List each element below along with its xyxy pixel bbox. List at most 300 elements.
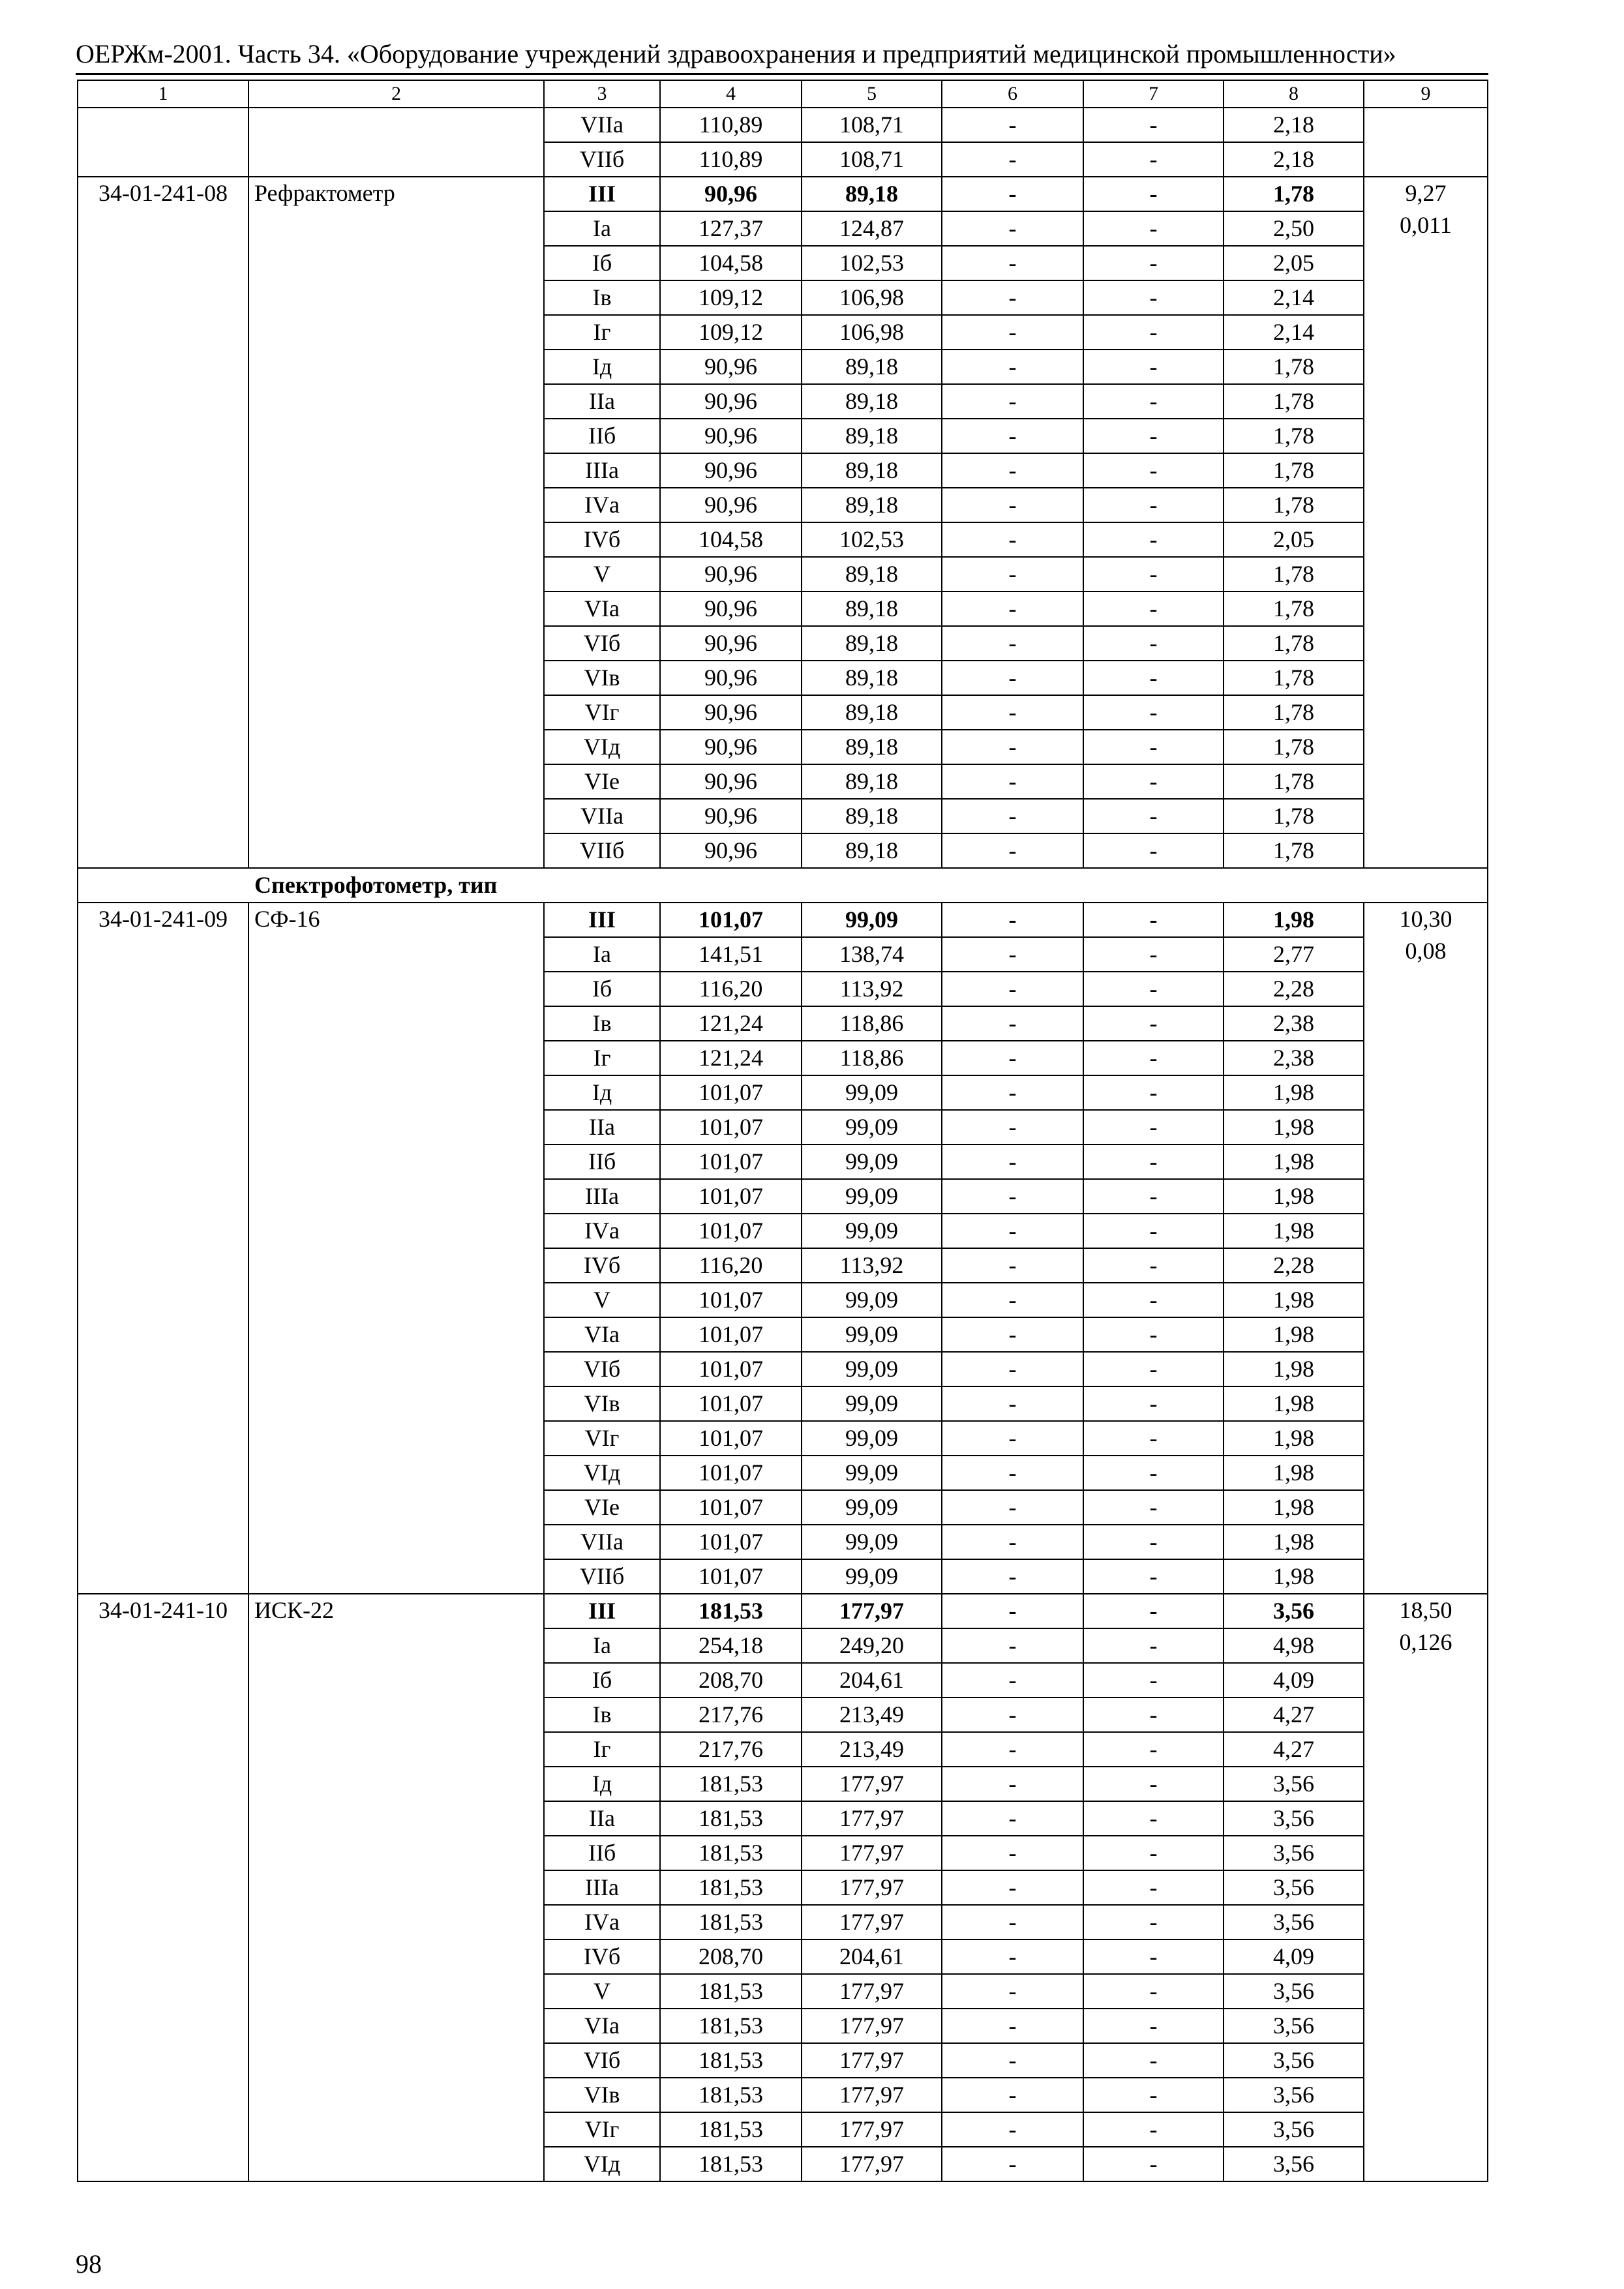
- col9-value: 9,27: [1405, 180, 1447, 206]
- value-cell-col5: 118,86: [802, 1041, 942, 1075]
- value-cell-col4: 116,20: [660, 1248, 802, 1283]
- value-cell-col8: 2,14: [1224, 280, 1364, 315]
- value-cell-col5: 89,18: [802, 177, 942, 211]
- value-cell-col8: 3,56: [1224, 1836, 1364, 1870]
- value-cell-col6: -: [942, 488, 1083, 522]
- value-cell-col4: 101,07: [660, 1317, 802, 1352]
- value-cell-col7: -: [1083, 1594, 1224, 1628]
- value-cell-col4: 104,58: [660, 246, 802, 280]
- value-cell-col5: 99,09: [802, 1179, 942, 1214]
- value-cell-col5: 99,09: [802, 1144, 942, 1179]
- item-name-cell: [248, 108, 544, 177]
- value-cell-col6: -: [942, 1732, 1083, 1767]
- value-cell-col4: 181,53: [660, 2147, 802, 2181]
- value-cell-col5: 89,18: [802, 695, 942, 730]
- value-cell-col5: 99,09: [802, 1110, 942, 1144]
- value-cell-col6: -: [942, 211, 1083, 246]
- value-cell-col6: -: [942, 1525, 1083, 1559]
- value-cell-col4: 181,53: [660, 1905, 802, 1939]
- value-cell-col6: -: [942, 1214, 1083, 1248]
- value-cell-col8: 4,27: [1224, 1732, 1364, 1767]
- value-cell-col5: 89,18: [802, 730, 942, 764]
- value-cell-col3: VIб: [544, 626, 660, 661]
- value-cell-col8: 1,78: [1224, 488, 1364, 522]
- value-cell-col5: 118,86: [802, 1006, 942, 1041]
- value-cell-col5: 89,18: [802, 557, 942, 591]
- value-cell-col3: VIIб: [544, 1559, 660, 1594]
- value-cell-col8: 1,78: [1224, 591, 1364, 626]
- value-cell-col4: 121,24: [660, 1041, 802, 1075]
- value-cell-col3: VIд: [544, 1456, 660, 1490]
- value-cell-col5: 89,18: [802, 833, 942, 868]
- value-cell-col7: -: [1083, 488, 1224, 522]
- value-cell-col7: -: [1083, 1559, 1224, 1594]
- value-cell-col7: -: [1083, 1525, 1224, 1559]
- value-cell-col5: 177,97: [802, 1594, 942, 1628]
- value-cell-col5: 99,09: [802, 1386, 942, 1421]
- value-cell-col7: -: [1083, 1767, 1224, 1801]
- value-cell-col6: -: [942, 522, 1083, 557]
- value-cell-col8: 1,78: [1224, 764, 1364, 799]
- value-cell-col6: -: [942, 1767, 1083, 1801]
- value-cell-col6: -: [942, 2009, 1083, 2043]
- value-cell-col3: Iг: [544, 1041, 660, 1075]
- value-cell-col5: 89,18: [802, 453, 942, 488]
- value-cell-col3: VIб: [544, 2043, 660, 2078]
- value-cell-col5: 177,97: [802, 1974, 942, 2009]
- item-code-cell: 34-01-241-10: [78, 1594, 248, 2181]
- value-cell-col7: -: [1083, 1110, 1224, 1144]
- item-code-cell: [78, 108, 248, 177]
- value-cell-col8: 1,78: [1224, 626, 1364, 661]
- value-cell-col4: 90,96: [660, 833, 802, 868]
- column-number-cell: 8: [1224, 80, 1364, 108]
- value-cell-col4: 121,24: [660, 1006, 802, 1041]
- value-cell-col4: 90,96: [660, 730, 802, 764]
- value-cell-col6: -: [942, 1041, 1083, 1075]
- value-cell-col3: VIв: [544, 1386, 660, 1421]
- column-number-cell: 3: [544, 80, 660, 108]
- value-cell-col6: -: [942, 972, 1083, 1006]
- value-cell-col5: 204,61: [802, 1663, 942, 1698]
- value-cell-col4: 181,53: [660, 1801, 802, 1836]
- value-cell-col7: -: [1083, 2112, 1224, 2147]
- value-cell-col4: 90,96: [660, 488, 802, 522]
- value-cell-col6: -: [942, 384, 1083, 419]
- column-number-cell: 7: [1083, 80, 1224, 108]
- value-cell-col7: -: [1083, 108, 1224, 142]
- table-row: [78, 903, 1488, 937]
- value-cell-col3: VIв: [544, 2078, 660, 2112]
- value-cell-col6: -: [942, 1628, 1083, 1663]
- value-cell-col5: 99,09: [802, 1559, 942, 1594]
- value-cell-col8: 1,98: [1224, 1214, 1364, 1248]
- value-cell-col4: 116,20: [660, 972, 802, 1006]
- value-cell-col7: -: [1083, 384, 1224, 419]
- value-cell-col3: IVб: [544, 1939, 660, 1974]
- value-cell-col8: 2,38: [1224, 1006, 1364, 1041]
- value-cell-col7: -: [1083, 2043, 1224, 2078]
- value-cell-col6: -: [942, 1352, 1083, 1386]
- value-cell-col4: 104,58: [660, 522, 802, 557]
- value-cell-col3: Iа: [544, 211, 660, 246]
- value-cell-col4: 208,70: [660, 1663, 802, 1698]
- value-cell-col8: 3,56: [1224, 1594, 1364, 1628]
- column-number-cell: 5: [802, 80, 942, 108]
- value-cell-col4: 101,07: [660, 1525, 802, 1559]
- value-cell-col5: 99,09: [802, 1283, 942, 1317]
- value-cell-col3: Iа: [544, 937, 660, 972]
- section-row: [78, 868, 1488, 903]
- value-cell-col7: -: [1083, 1905, 1224, 1939]
- value-cell-col7: -: [1083, 1836, 1224, 1870]
- value-cell-col4: 101,07: [660, 1421, 802, 1456]
- value-cell-col4: 101,07: [660, 1179, 802, 1214]
- value-cell-col4: 90,96: [660, 626, 802, 661]
- value-cell-col7: -: [1083, 1628, 1224, 1663]
- item-name-cell: СФ-16: [248, 903, 544, 1594]
- value-cell-col7: -: [1083, 1283, 1224, 1317]
- value-cell-col3: Iд: [544, 1075, 660, 1110]
- value-cell-col8: 1,98: [1224, 1110, 1364, 1144]
- value-cell-col4: 254,18: [660, 1628, 802, 1663]
- value-cell-col7: -: [1083, 350, 1224, 384]
- value-cell-col4: 181,53: [660, 2112, 802, 2147]
- table-row: [78, 1594, 1488, 1628]
- value-cell-col6: -: [942, 177, 1083, 211]
- value-cell-col3: Iд: [544, 1767, 660, 1801]
- value-cell-col3: VIа: [544, 591, 660, 626]
- value-cell-col6: -: [942, 661, 1083, 695]
- value-cell-col7: -: [1083, 2009, 1224, 2043]
- value-cell-col4: 101,07: [660, 1456, 802, 1490]
- item-code-cell: 34-01-241-09: [78, 903, 248, 1594]
- value-cell-col6: -: [942, 1110, 1083, 1144]
- value-cell-col8: 2,50: [1224, 211, 1364, 246]
- value-cell-col6: -: [942, 937, 1083, 972]
- value-cell-col8: 2,14: [1224, 315, 1364, 350]
- value-cell-col3: VIIа: [544, 108, 660, 142]
- value-cell-col7: -: [1083, 1386, 1224, 1421]
- value-cell-col4: 110,89: [660, 142, 802, 177]
- value-cell-col4: 181,53: [660, 1974, 802, 2009]
- value-cell-col3: VIIа: [544, 1525, 660, 1559]
- value-cell-col4: 217,76: [660, 1732, 802, 1767]
- value-cell-col6: -: [942, 1698, 1083, 1732]
- value-cell-col7: -: [1083, 1075, 1224, 1110]
- value-cell-col8: 2,18: [1224, 108, 1364, 142]
- value-cell-col7: -: [1083, 1144, 1224, 1179]
- value-cell-col8: 3,56: [1224, 2078, 1364, 2112]
- value-cell-col5: 99,09: [802, 1421, 942, 1456]
- value-cell-col3: IIа: [544, 1110, 660, 1144]
- value-cell-col3: V: [544, 1974, 660, 2009]
- table-body: [78, 80, 1488, 2181]
- value-cell-col6: -: [942, 2078, 1083, 2112]
- value-cell-col8: 1,78: [1224, 419, 1364, 453]
- value-cell-col4: 90,96: [660, 177, 802, 211]
- value-cell-col4: 101,07: [660, 1283, 802, 1317]
- value-cell-col6: -: [942, 1905, 1083, 1939]
- section-heading: Спектрофотометр, тип: [254, 872, 498, 898]
- value-cell-col4: 101,07: [660, 1214, 802, 1248]
- value-cell-col3: III: [544, 177, 660, 211]
- value-cell-col5: 213,49: [802, 1698, 942, 1732]
- value-cell-col8: 1,98: [1224, 1386, 1364, 1421]
- col9-cell: [1364, 1594, 1488, 2181]
- value-cell-col7: -: [1083, 1006, 1224, 1041]
- value-cell-col7: -: [1083, 2078, 1224, 2112]
- value-cell-col6: -: [942, 1386, 1083, 1421]
- value-cell-col3: IIб: [544, 1144, 660, 1179]
- value-cell-col5: 113,92: [802, 972, 942, 1006]
- value-cell-col6: -: [942, 246, 1083, 280]
- value-cell-col7: -: [1083, 1663, 1224, 1698]
- value-cell-col8: 4,09: [1224, 1939, 1364, 1974]
- value-cell-col4: 110,89: [660, 108, 802, 142]
- value-cell-col4: 90,96: [660, 557, 802, 591]
- value-cell-col6: -: [942, 1144, 1083, 1179]
- page-number: 98: [76, 2249, 102, 2279]
- value-cell-col7: -: [1083, 591, 1224, 626]
- value-cell-col3: Iв: [544, 280, 660, 315]
- item-code-cell: 34-01-241-08: [78, 177, 248, 868]
- value-cell-col7: -: [1083, 142, 1224, 177]
- value-cell-col3: IIа: [544, 1801, 660, 1836]
- value-cell-col3: IIб: [544, 419, 660, 453]
- value-cell-col5: 89,18: [802, 591, 942, 626]
- value-cell-col3: Iб: [544, 246, 660, 280]
- value-cell-col6: -: [942, 1283, 1083, 1317]
- value-cell-col3: IIб: [544, 1836, 660, 1870]
- value-cell-col8: 4,27: [1224, 1698, 1364, 1732]
- value-cell-col7: -: [1083, 177, 1224, 211]
- value-cell-col6: -: [942, 1870, 1083, 1905]
- value-cell-col5: 99,09: [802, 1525, 942, 1559]
- value-cell-col3: VIд: [544, 730, 660, 764]
- value-cell-col6: -: [942, 1974, 1083, 2009]
- value-cell-col5: 113,92: [802, 1248, 942, 1283]
- value-cell-col7: -: [1083, 1974, 1224, 2009]
- value-cell-col7: -: [1083, 1214, 1224, 1248]
- value-cell-col4: 90,96: [660, 764, 802, 799]
- value-cell-col4: 181,53: [660, 1870, 802, 1905]
- value-cell-col4: 181,53: [660, 2078, 802, 2112]
- value-cell-col3: Iб: [544, 972, 660, 1006]
- item-name-cell: Рефрактометр: [248, 177, 544, 868]
- column-number-cell: 4: [660, 80, 802, 108]
- value-cell-col7: -: [1083, 1248, 1224, 1283]
- value-cell-col3: VIг: [544, 2112, 660, 2147]
- value-cell-col7: -: [1083, 1939, 1224, 1974]
- value-cell-col4: 141,51: [660, 937, 802, 972]
- value-cell-col6: -: [942, 1663, 1083, 1698]
- column-number-cell: 2: [248, 80, 544, 108]
- value-cell-col7: -: [1083, 937, 1224, 972]
- value-cell-col7: -: [1083, 280, 1224, 315]
- value-cell-col8: 2,05: [1224, 246, 1364, 280]
- value-cell-col8: 4,98: [1224, 1628, 1364, 1663]
- col9-cell: [1364, 108, 1488, 177]
- value-cell-col3: IVб: [544, 1248, 660, 1283]
- value-cell-col6: -: [942, 903, 1083, 937]
- value-cell-col6: -: [942, 1421, 1083, 1456]
- value-cell-col5: 177,97: [802, 2112, 942, 2147]
- value-cell-col8: 3,56: [1224, 2112, 1364, 2147]
- value-cell-col5: 99,09: [802, 1317, 942, 1352]
- value-cell-col7: -: [1083, 972, 1224, 1006]
- value-cell-col5: 177,97: [802, 1836, 942, 1870]
- value-cell-col6: -: [942, 730, 1083, 764]
- value-cell-col5: 89,18: [802, 419, 942, 453]
- value-cell-col3: V: [544, 557, 660, 591]
- value-cell-col5: 99,09: [802, 903, 942, 937]
- column-number-cell: 9: [1364, 80, 1488, 108]
- value-cell-col8: 3,56: [1224, 2043, 1364, 2078]
- table-row: [78, 108, 1488, 142]
- value-cell-col6: -: [942, 1317, 1083, 1352]
- value-cell-col3: IVа: [544, 1214, 660, 1248]
- value-cell-col5: 99,09: [802, 1352, 942, 1386]
- value-cell-col3: Iг: [544, 1732, 660, 1767]
- value-cell-col8: 1,78: [1224, 799, 1364, 833]
- value-cell-col4: 109,12: [660, 280, 802, 315]
- value-cell-col4: 181,53: [660, 2009, 802, 2043]
- table-row: [78, 177, 1488, 211]
- value-cell-col6: -: [942, 1594, 1083, 1628]
- value-cell-col5: 106,98: [802, 280, 942, 315]
- value-cell-col5: 102,53: [802, 522, 942, 557]
- value-cell-col6: -: [942, 1490, 1083, 1525]
- value-cell-col8: 1,98: [1224, 1559, 1364, 1594]
- rates-table: [77, 80, 1488, 2182]
- value-cell-col5: 177,97: [802, 2043, 942, 2078]
- value-cell-col7: -: [1083, 211, 1224, 246]
- value-cell-col3: Iб: [544, 1663, 660, 1698]
- value-cell-col4: 90,96: [660, 661, 802, 695]
- value-cell-col3: IIIа: [544, 453, 660, 488]
- value-cell-col8: 3,56: [1224, 1767, 1364, 1801]
- value-cell-col8: 2,77: [1224, 937, 1364, 972]
- value-cell-col4: 90,96: [660, 350, 802, 384]
- value-cell-col5: 99,09: [802, 1075, 942, 1110]
- col9-value: 0,126: [1399, 1629, 1452, 1655]
- value-cell-col5: 108,71: [802, 108, 942, 142]
- value-cell-col3: IVб: [544, 522, 660, 557]
- value-cell-col6: -: [942, 695, 1083, 730]
- col9-value: 18,50: [1399, 1597, 1452, 1623]
- value-cell-col6: -: [942, 419, 1083, 453]
- value-cell-col4: 208,70: [660, 1939, 802, 1974]
- value-cell-col6: -: [942, 591, 1083, 626]
- column-number-cell: 6: [942, 80, 1083, 108]
- value-cell-col5: 177,97: [802, 1767, 942, 1801]
- value-cell-col6: -: [942, 1248, 1083, 1283]
- page-header: ОЕРЖм-2001. Часть 34. «Оборудование учреждений здравоохранения и предприятий медицинской промышленности»: [76, 39, 1396, 68]
- value-cell-col8: 1,98: [1224, 1075, 1364, 1110]
- value-cell-col7: -: [1083, 903, 1224, 937]
- column-number-row: [78, 80, 1488, 108]
- value-cell-col7: -: [1083, 626, 1224, 661]
- value-cell-col6: -: [942, 453, 1083, 488]
- col9-value: 10,30: [1399, 906, 1452, 932]
- value-cell-col8: 2,28: [1224, 1248, 1364, 1283]
- value-cell-col3: Iд: [544, 350, 660, 384]
- value-cell-col5: 89,18: [802, 488, 942, 522]
- value-cell-col7: -: [1083, 453, 1224, 488]
- value-cell-col5: 177,97: [802, 2009, 942, 2043]
- value-cell-col7: -: [1083, 1698, 1224, 1732]
- value-cell-col4: 101,07: [660, 1386, 802, 1421]
- value-cell-col8: 1,98: [1224, 1490, 1364, 1525]
- value-cell-col4: 90,96: [660, 695, 802, 730]
- value-cell-col6: -: [942, 764, 1083, 799]
- value-cell-col7: -: [1083, 1317, 1224, 1352]
- value-cell-col8: 4,09: [1224, 1663, 1364, 1698]
- value-cell-col7: -: [1083, 1732, 1224, 1767]
- value-cell-col6: -: [942, 1939, 1083, 1974]
- value-cell-col8: 1,98: [1224, 1179, 1364, 1214]
- value-cell-col4: 101,07: [660, 1144, 802, 1179]
- value-cell-col4: 181,53: [660, 1836, 802, 1870]
- value-cell-col7: -: [1083, 522, 1224, 557]
- value-cell-col3: IVа: [544, 1905, 660, 1939]
- value-cell-col8: 1,98: [1224, 1317, 1364, 1352]
- value-cell-col5: 89,18: [802, 350, 942, 384]
- value-cell-col5: 89,18: [802, 764, 942, 799]
- value-cell-col3: VIа: [544, 2009, 660, 2043]
- value-cell-col8: 1,98: [1224, 903, 1364, 937]
- value-cell-col4: 90,96: [660, 799, 802, 833]
- value-cell-col5: 108,71: [802, 142, 942, 177]
- value-cell-col4: 101,07: [660, 1490, 802, 1525]
- value-cell-col5: 89,18: [802, 384, 942, 419]
- value-cell-col6: -: [942, 350, 1083, 384]
- value-cell-col7: -: [1083, 1870, 1224, 1905]
- value-cell-col8: 3,56: [1224, 1905, 1364, 1939]
- value-cell-col8: 1,78: [1224, 695, 1364, 730]
- value-cell-col7: -: [1083, 1352, 1224, 1386]
- value-cell-col7: -: [1083, 1179, 1224, 1214]
- value-cell-col3: IIа: [544, 384, 660, 419]
- value-cell-col4: 181,53: [660, 1767, 802, 1801]
- value-cell-col7: -: [1083, 695, 1224, 730]
- value-cell-col3: Iа: [544, 1628, 660, 1663]
- value-cell-col8: 1,78: [1224, 350, 1364, 384]
- value-cell-col7: -: [1083, 833, 1224, 868]
- value-cell-col3: VIIб: [544, 833, 660, 868]
- value-cell-col4: 109,12: [660, 315, 802, 350]
- header-rule: [76, 73, 1488, 75]
- value-cell-col6: -: [942, 2112, 1083, 2147]
- value-cell-col6: -: [942, 142, 1083, 177]
- value-cell-col5: 249,20: [802, 1628, 942, 1663]
- value-cell-col6: -: [942, 1179, 1083, 1214]
- value-cell-col3: VIIа: [544, 799, 660, 833]
- value-cell-col4: 101,07: [660, 1110, 802, 1144]
- value-cell-col4: 101,07: [660, 1559, 802, 1594]
- value-cell-col7: -: [1083, 730, 1224, 764]
- value-cell-col8: 3,56: [1224, 1870, 1364, 1905]
- value-cell-col4: 101,07: [660, 903, 802, 937]
- value-cell-col5: 99,09: [802, 1456, 942, 1490]
- value-cell-col5: 177,97: [802, 2078, 942, 2112]
- value-cell-col7: -: [1083, 799, 1224, 833]
- value-cell-col8: 1,78: [1224, 557, 1364, 591]
- value-cell-col8: 2,38: [1224, 1041, 1364, 1075]
- value-cell-col5: 106,98: [802, 315, 942, 350]
- value-cell-col8: 1,98: [1224, 1283, 1364, 1317]
